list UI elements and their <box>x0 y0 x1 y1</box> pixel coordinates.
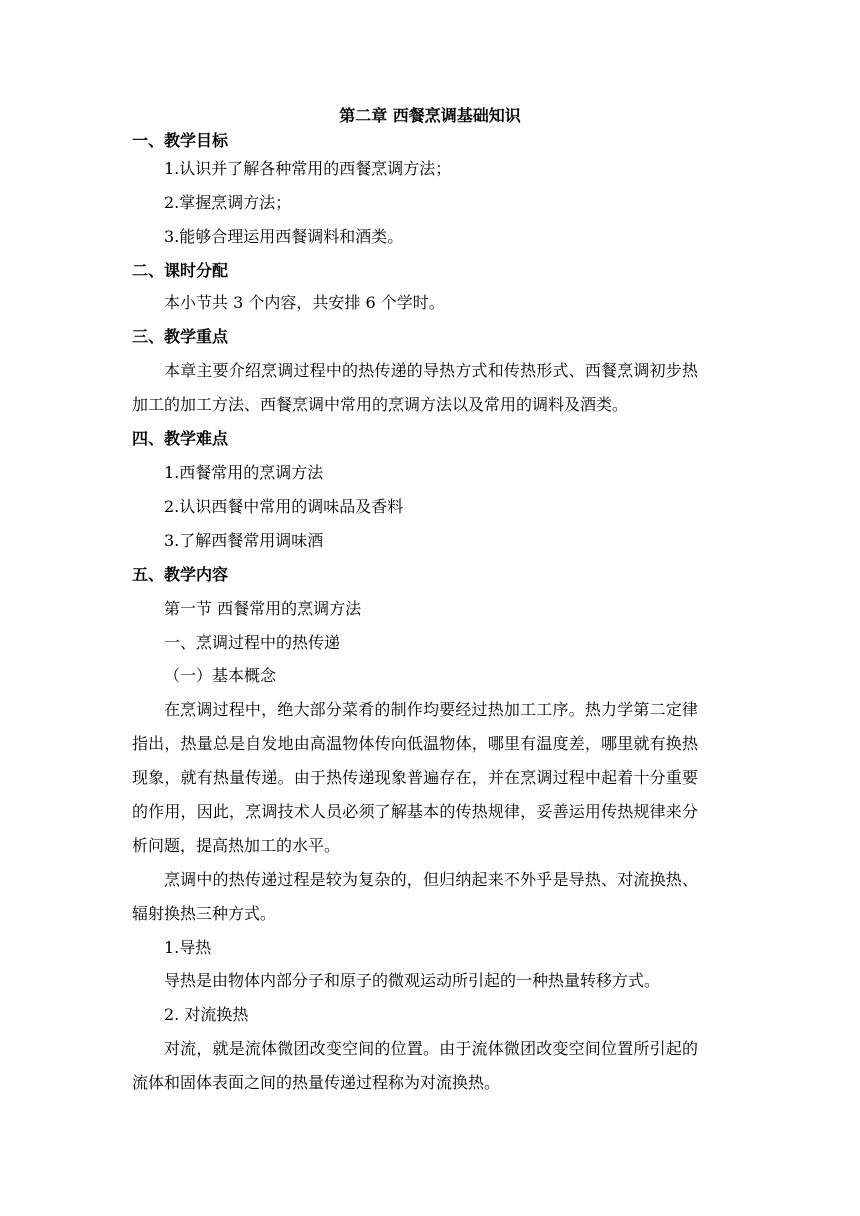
content-section-title: 第一节 西餐常用的烹调方法 <box>164 599 362 618</box>
difficulty-item: 1.西餐常用的烹调方法 <box>164 463 324 482</box>
objective-item: 1.认识并了解各种常用的西餐烹调方法； <box>164 159 452 178</box>
content-subsection-title: 一、烹调过程中的热传递 <box>164 633 341 652</box>
paragraph-line: 在烹调过程中，绝大部分菜肴的制作均要经过热加工工序。热力学第二定律 <box>164 700 698 719</box>
section-heading-hours: 二、课时分配 <box>132 261 229 280</box>
section-heading-difficulties: 四、教学难点 <box>132 429 229 448</box>
item-title-conduction: 1.导热 <box>164 938 212 957</box>
paragraph-line: 流体和固体表面之间的热量传递过程称为对流换热。 <box>132 1073 501 1092</box>
chapter-title: 第二章 西餐烹调基础知识 <box>339 106 521 125</box>
section-heading-content: 五、教学内容 <box>132 565 229 584</box>
objective-item: 3.能够合理运用西餐调料和酒类。 <box>164 227 404 246</box>
objective-item: 2.掌握烹调方法； <box>164 193 292 212</box>
section-heading-objectives: 一、教学目标 <box>132 131 229 150</box>
key-points-line: 加工的加工方法、西餐烹调中常用的烹调方法以及常用的调料及酒类。 <box>132 395 629 414</box>
key-points-line: 本章主要介绍烹调过程中的热传递的导热方式和传热形式、西餐烹调初步热 <box>164 361 698 380</box>
item-title-convection: 2. 对流换热 <box>164 1005 249 1024</box>
paragraph-line: 现象，就有热量传递。由于热传递现象普遍存在，并在烹调过程中起着十分重要 <box>132 768 698 787</box>
paragraph-line: 辐射换热三种方式。 <box>132 904 277 923</box>
difficulty-item: 3.了解西餐常用调味酒 <box>164 531 324 550</box>
item-text-conduction: 导热是由物体内部分子和原子的微观运动所引起的一种热量转移方式。 <box>164 971 661 990</box>
content-sub-subsection-title: （一）基本概念 <box>164 666 277 685</box>
section-heading-key-points: 三、教学重点 <box>132 327 229 346</box>
hours-text: 本小节共 3 个内容，共安排 6 个学时。 <box>164 293 445 312</box>
paragraph-line: 析问题，提高热加工的水平。 <box>132 836 341 855</box>
paragraph-line: 指出，热量总是自发地由高温物体传向低温物体，哪里有温度差，哪里就有换热 <box>132 734 698 753</box>
difficulty-item: 2.认识西餐中常用的调味品及香料 <box>164 497 404 516</box>
paragraph-line: 对流，就是流体微团改变空间的位置。由于流体微团改变空间位置所引起的 <box>164 1039 698 1058</box>
paragraph-line: 的作用，因此，烹调技术人员必须了解基本的传热规律，妥善运用传热规律来分 <box>132 802 698 821</box>
paragraph-line: 烹调中的热传递过程是较为复杂的，但归纳起来不外乎是导热、对流换热、 <box>164 870 698 889</box>
